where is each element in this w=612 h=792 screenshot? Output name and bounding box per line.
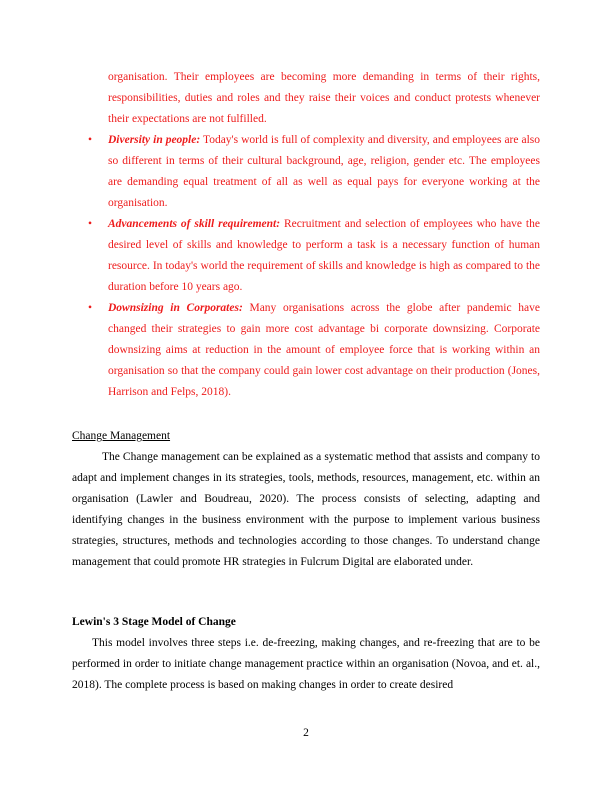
bullet-icon: • (88, 302, 93, 314)
bullet-text: Many organisations across the globe after pandemic have changed their strategies to gain more cost advantage bi corporate downsizing. Corporate downsizing aims at reduction in the amount of employee force that is working within an organisation so that the company could gain lower cost advantage on their production (Jones, Harrison and Felps, 2018). (108, 302, 540, 398)
bullet-title: Downsizing in Corporates: (108, 302, 243, 314)
continuation-paragraph: organisation. Their employees are becoming more demanding in terms of their rights, responsibilities, duties and roles and they raise their voices and conduct protests whenever their expectations are not fulfilled. (108, 71, 540, 125)
change-management-paragraph: The Change management can be explained as a systematic method that assists and company to adapt and implement changes in its strategies, tools, methods, resources, management, etc. within an organisation (Lawler and Boudreau, 2020). The process consists of selecting, adapting and identifying changes in the business environment with the purpose to implement various business strategies, structures, methods and technologies according to those changes. To understand change management that could promote HR strategies in Fulcrum Digital are elaborated under. (72, 451, 540, 568)
list-item (88, 298, 540, 403)
bullet-title: Advancements of skill requirement: (108, 218, 281, 230)
list-item (88, 130, 540, 214)
bullet-title: Diversity in people: (108, 134, 201, 146)
list-item (88, 214, 540, 298)
section-heading-change-management: Change Management (72, 430, 171, 442)
page-number: 2 (303, 727, 309, 739)
bullet-icon: • (88, 134, 93, 146)
bullet-list (88, 130, 540, 403)
section-heading-lewin-model: Lewin's 3 Stage Model of Change (72, 616, 236, 628)
bullet-icon: • (88, 218, 93, 230)
bullet-text: Recruitment and selection of employees who have the desired level of skills and knowledge to perform a task is a necessary function of human resource. In today's world the requirement of skills and knowledge is high as compared to the duration before 10 years ago. (108, 218, 540, 293)
lewin-model-paragraph: This model involves three steps i.e. de-freezing, making changes, and re-freezing that are to be performed in order to initiate change management practice within an organisation (Novoa, and et. al., 2018). The complete process is based on making changes in order to create desired (72, 637, 540, 691)
bullet-text: Today's world is full of complexity and diversity, and employees are also so different in terms of their cultural background, age, religion, gender etc. The employees are demanding equal treatment of all as well as equal pays for everyone working at the organisation. (108, 134, 541, 209)
